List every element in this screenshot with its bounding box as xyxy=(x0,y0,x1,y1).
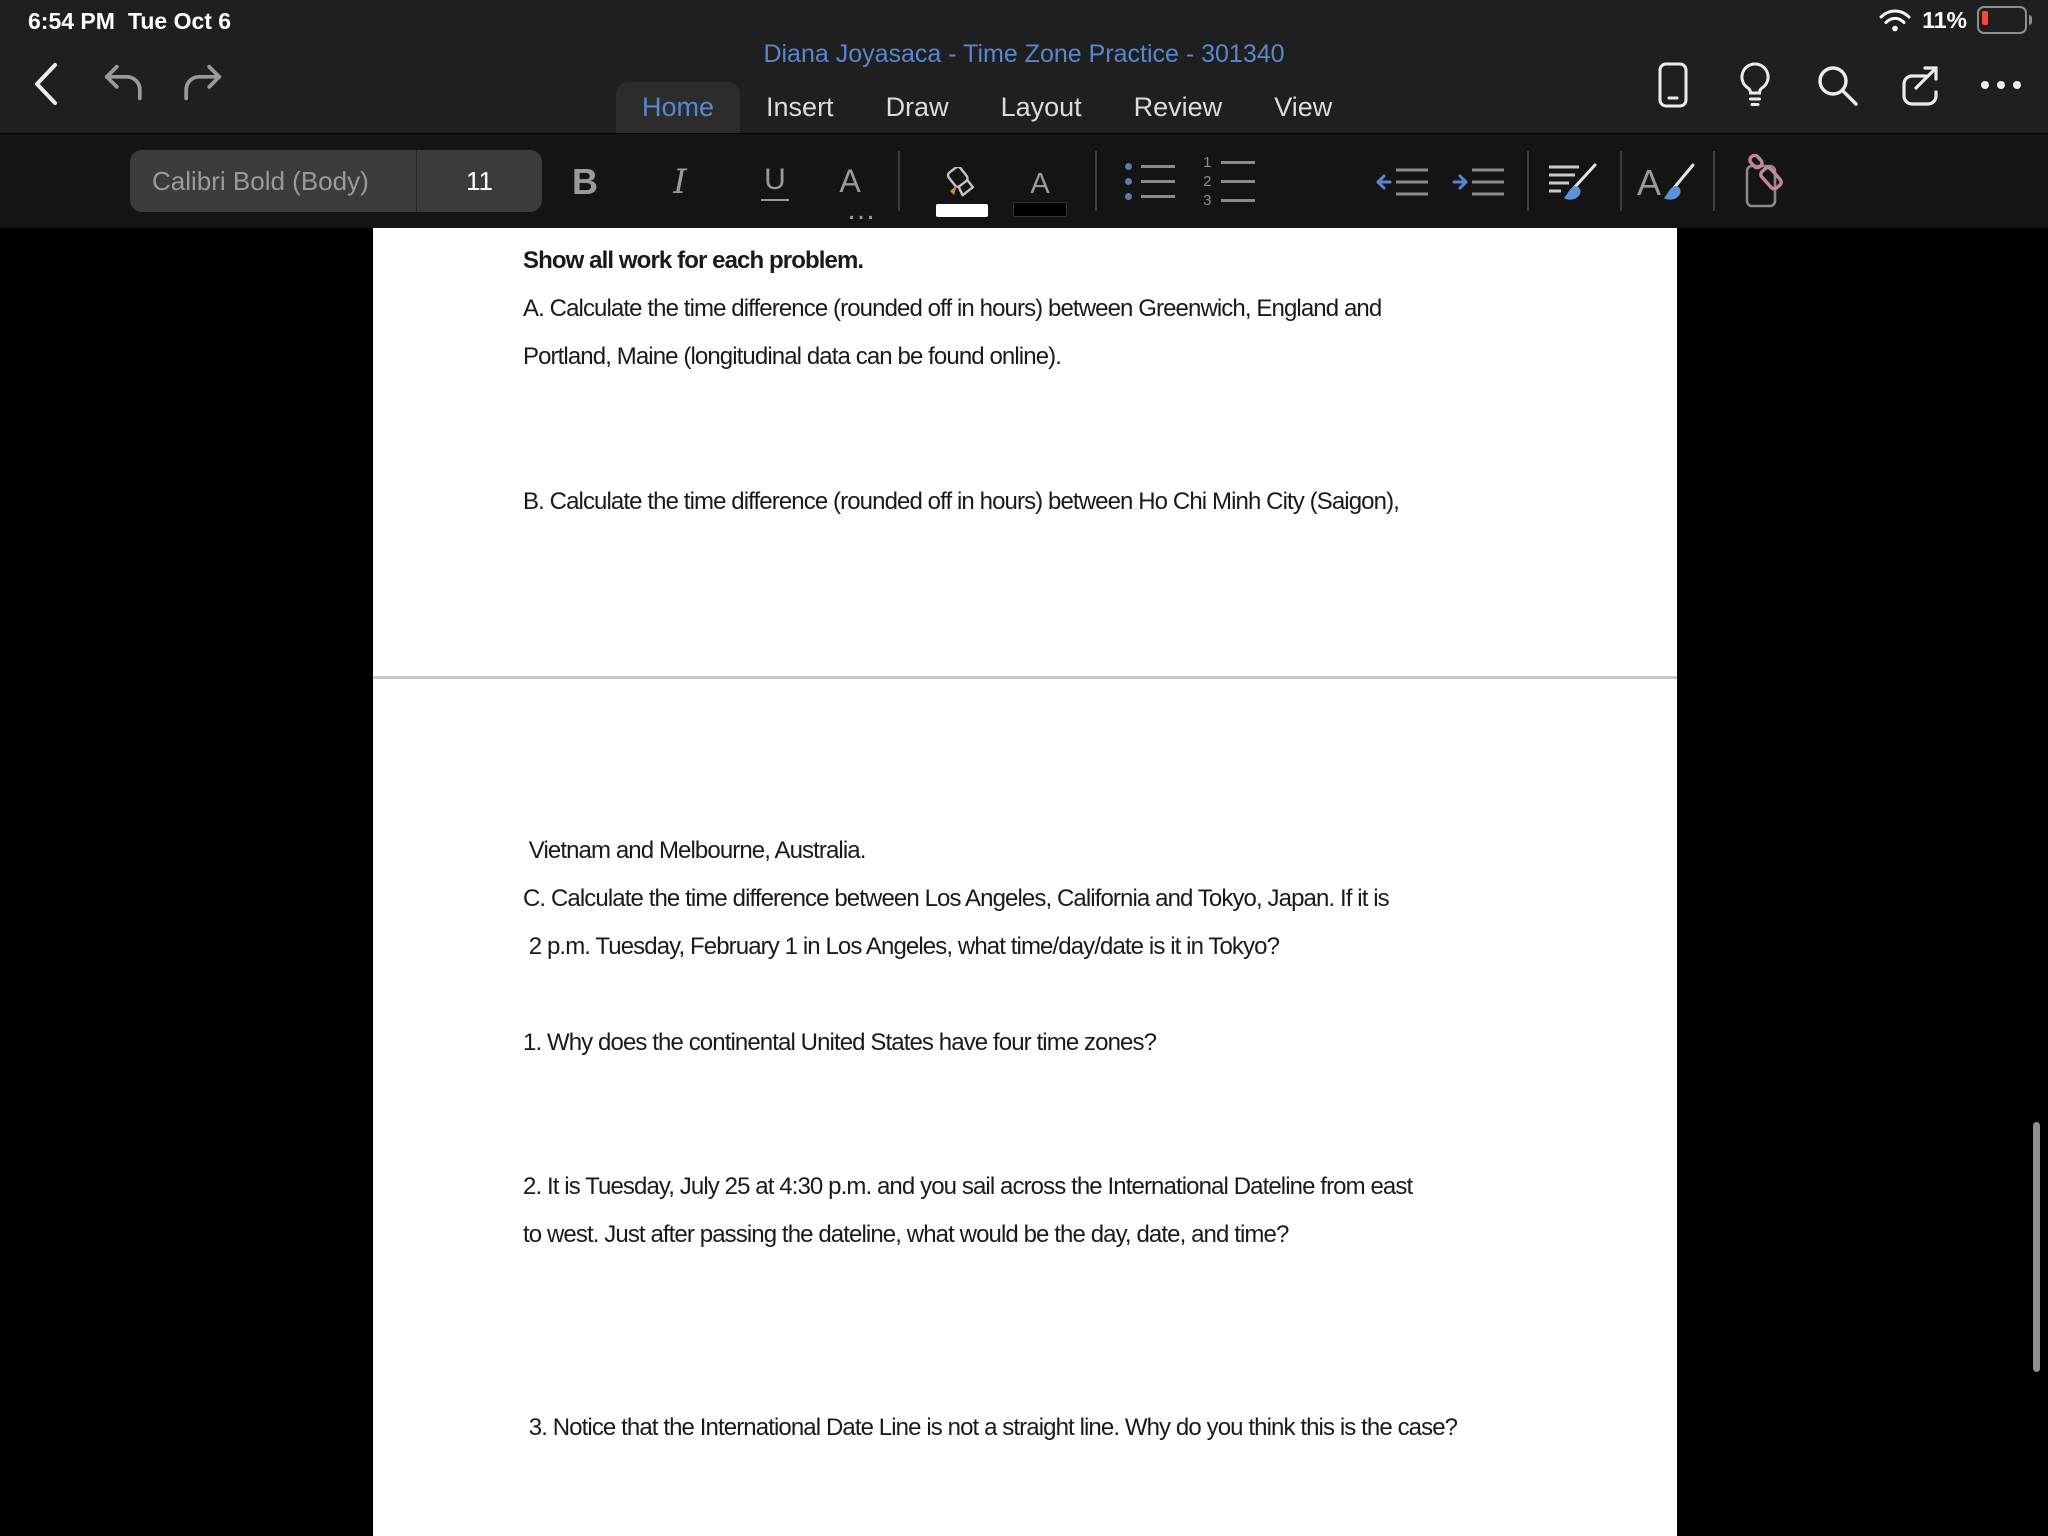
doc-line: Portland, Maine (longitudinal data can be found online). xyxy=(523,343,1061,370)
toolbar-divider xyxy=(1620,151,1622,211)
search-icon xyxy=(1814,62,1860,108)
highlight-swatch xyxy=(936,204,988,217)
battery-nub xyxy=(2029,15,2032,25)
tab-home[interactable]: Home xyxy=(616,82,740,133)
search-button[interactable] xyxy=(1814,62,1860,108)
app-header xyxy=(0,0,2048,133)
doc-line: B. Calculate the time difference (rounded off in hours) between Ho Chi Minh City (Saigon), xyxy=(523,488,1399,515)
doc-line: 2 p.m. Tuesday, February 1 in Los Angeles, what time/day/date is it in Tokyo? xyxy=(523,933,1280,960)
battery-icon xyxy=(1977,6,2027,34)
format-brush-button[interactable] xyxy=(1542,134,1604,229)
tab-layout[interactable]: Layout xyxy=(1000,92,1082,122)
styles-button[interactable] xyxy=(1634,134,1702,229)
doc-line: 3. Notice that the International Date Line is not a straight line. Why do you think this is the case? xyxy=(523,1414,1458,1441)
tab-draw[interactable]: Draw xyxy=(885,92,949,122)
indent-button[interactable] xyxy=(1448,134,1510,229)
mobile-view-button[interactable] xyxy=(1650,62,1696,108)
font-color-button[interactable] xyxy=(1008,134,1072,229)
italic-button[interactable] xyxy=(656,134,704,229)
underline-button[interactable] xyxy=(751,134,799,229)
doc-line: C. Calculate the time difference between Los Angeles, California and Tokyo, Japan. If it is xyxy=(523,885,1389,912)
ink-annotate-button[interactable] xyxy=(1734,134,1798,229)
more-button[interactable] xyxy=(1978,62,2024,108)
toolbar-divider xyxy=(898,151,900,211)
doc-line: 2. It is Tuesday, July 25 at 4:30 p.m. and you sail across the International Dateline from east xyxy=(523,1173,1413,1200)
bullets-button[interactable] xyxy=(1118,134,1182,229)
wifi-icon xyxy=(1878,7,1912,33)
underline-icon: U xyxy=(761,163,789,201)
format-brush-icon xyxy=(1545,159,1601,205)
font-color-swatch xyxy=(1013,202,1067,217)
share-icon xyxy=(1896,62,1942,108)
indent-icon xyxy=(1452,163,1506,201)
toolbar-divider xyxy=(1527,151,1529,211)
highlight-color-button[interactable] xyxy=(930,134,994,229)
more-icon xyxy=(1979,79,2023,91)
doc-line: Show all work for each problem. xyxy=(523,247,864,274)
doc-line: 1. Why does the continental United States have four time zones? xyxy=(523,1029,1157,1056)
font-name-field[interactable]: Calibri Bold (Body) xyxy=(152,165,369,196)
styles-icon xyxy=(1637,159,1699,205)
doc-line: to west. Just after passing the dateline, what would be the day, date, and time? xyxy=(523,1221,1289,1248)
italic-icon: I xyxy=(673,161,687,202)
outdent-icon xyxy=(1376,163,1430,201)
tab-view[interactable]: View xyxy=(1274,92,1333,122)
formatting-toolbar xyxy=(0,133,2048,229)
font-controls xyxy=(130,150,542,212)
numbering-button[interactable] xyxy=(1196,134,1260,229)
font-color-icon: A xyxy=(1030,168,1050,200)
outdent-button[interactable] xyxy=(1372,134,1434,229)
page-break-divider xyxy=(373,676,1677,679)
status-date: Tue Oct 6 xyxy=(128,8,232,34)
bullets-icon xyxy=(1125,163,1175,200)
tab-insert[interactable]: Insert xyxy=(766,92,834,122)
bold-button[interactable] xyxy=(561,134,609,229)
doc-line: A. Calculate the time difference (rounded off in hours) between Greenwich, England and xyxy=(523,295,1382,322)
svg-text:A: A xyxy=(1637,161,1662,203)
numbering-icon: 1 2 3 xyxy=(1202,157,1255,206)
tell-me-button[interactable] xyxy=(1732,62,1778,108)
toolbar-divider xyxy=(1713,151,1715,211)
status-time: 6:54 PM xyxy=(28,8,115,34)
toolbar-divider xyxy=(1095,151,1097,211)
document-page[interactable] xyxy=(373,228,1677,1536)
ribbon-tabs xyxy=(616,82,1358,133)
highlight-color-icon xyxy=(938,167,986,201)
character-formatting-icon: A xyxy=(839,163,861,199)
bold-icon: B xyxy=(572,160,598,202)
tell-me-lightbulb-icon xyxy=(1737,61,1773,109)
font-size-field[interactable]: 11 xyxy=(466,165,493,196)
document-title: Diana Joyasaca - Time Zone Practice - 301340 xyxy=(763,40,1285,68)
document-canvas xyxy=(0,228,2048,1536)
mobile-view-icon xyxy=(1656,61,1690,109)
battery-percent: 11% xyxy=(1922,6,1967,33)
doc-line: Vietnam and Melbourne, Australia. xyxy=(523,837,866,864)
ink-annotate-icon xyxy=(1737,154,1795,210)
share-button[interactable] xyxy=(1896,62,1942,108)
scrollbar-thumb[interactable] xyxy=(2033,1122,2040,1372)
tab-review[interactable]: Review xyxy=(1133,92,1223,122)
character-formatting-button[interactable]: A … xyxy=(839,163,879,226)
